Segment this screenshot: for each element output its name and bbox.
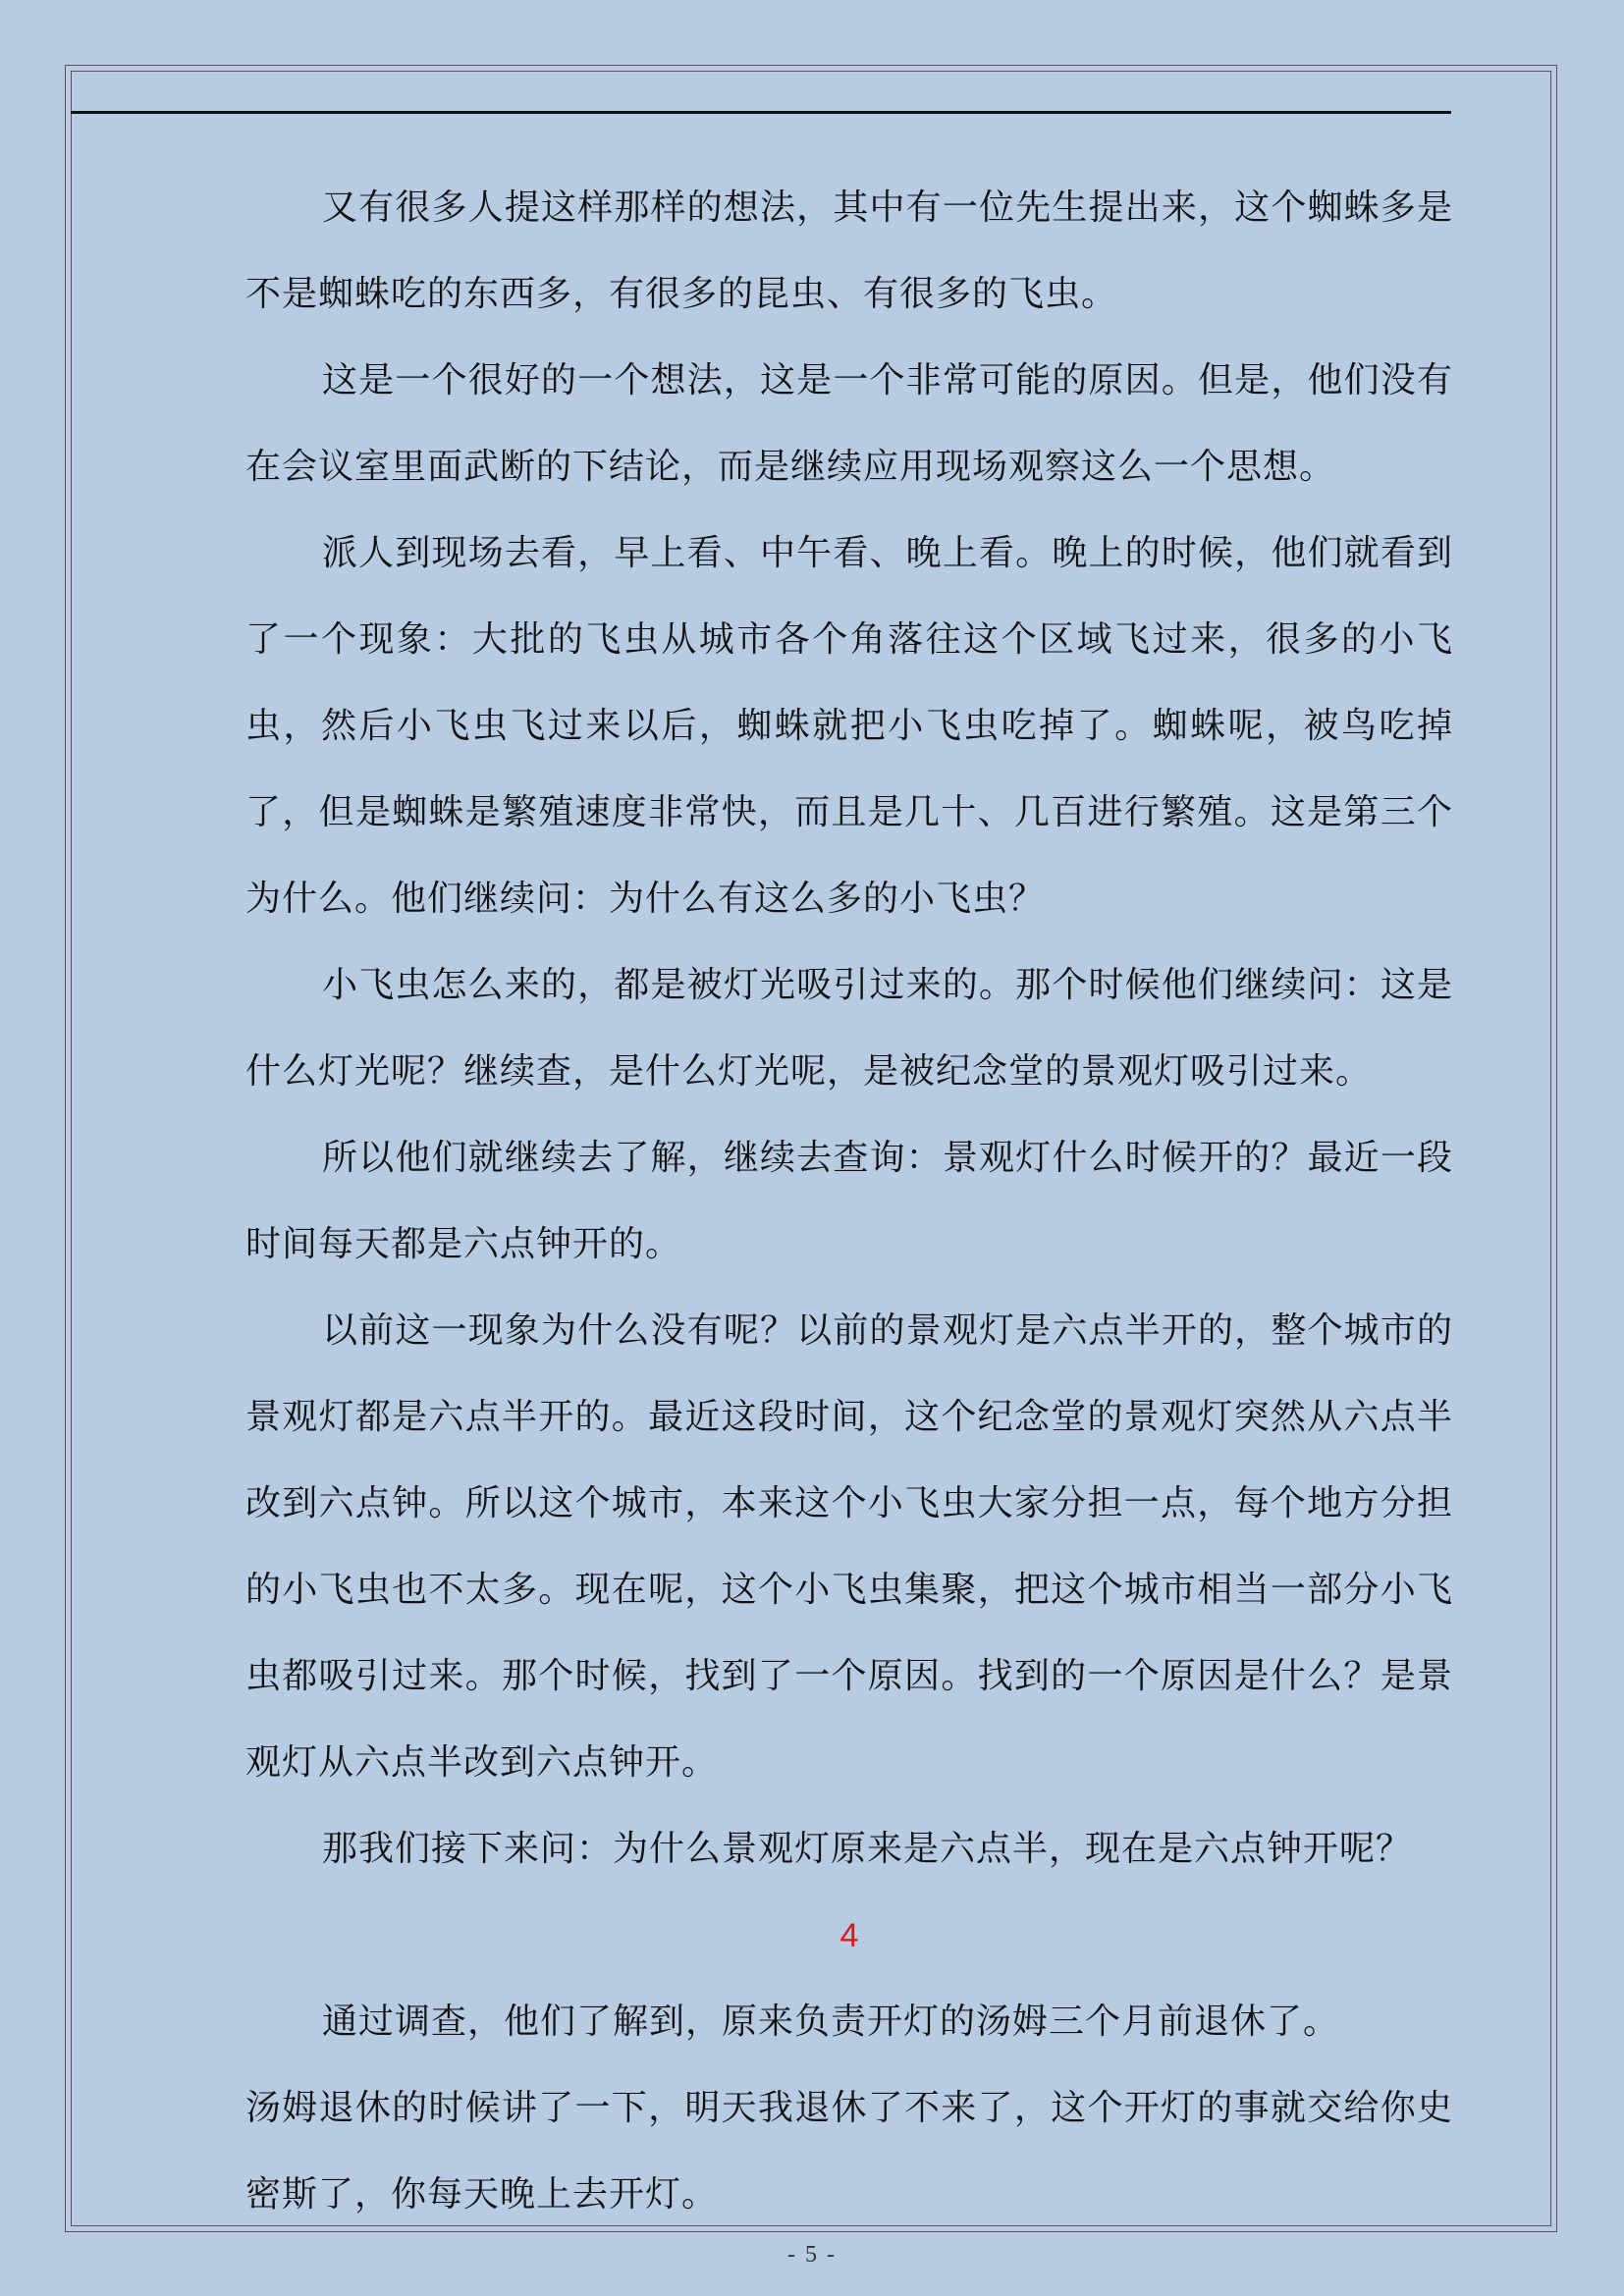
paragraph: 通过调查，他们了解到，原来负责开灯的汤姆三个月前退休了。 — [322, 2002, 1340, 2042]
paragraph: 又有很多人提这样那样的想法，其中有一位先生提出来，这个蜘蛛多是不是蜘蛛吃的东西多，有很多的昆虫、有很多的飞虫。 — [245, 187, 1453, 314]
header-rule — [71, 111, 1451, 114]
paragraph: 汤姆退休的时候讲了一下，明天我退休了不来了，这个开灯的事就交给你史密斯了，你每天晚上去开灯。 — [245, 2088, 1453, 2215]
page-number: - 5 - — [787, 2242, 837, 2268]
paragraph: 这是一个很好的一个想法，这是一个非常可能的原因。但是，他们没有在会议室里面武断的下结论，而是继续应用现场观察这么一个思想。 — [245, 360, 1453, 487]
paragraph: 那我们接下来问：为什么景观灯原来是六点半，现在是六点钟开呢？ — [322, 1829, 1413, 1869]
paragraph: 小飞虫怎么来的，都是被灯光吸引过来的。那个时候他们继续问：这是什么灯光呢？继续查，是什么灯光呢，是被纪念堂的景观灯吸引过来。 — [245, 965, 1453, 1092]
paragraph: 所以他们就继续去了解，继续去查询：景观灯什么时候开的？最近一段时间每天都是六点钟开的。 — [245, 1138, 1453, 1264]
paragraph: 以前这一现象为什么没有呢？以前的景观灯是六点半开的，整个城市的景观灯都是六点半开的。最近这段时间，这个纪念堂的景观灯突然从六点半改到六点钟。所以这个城市，本来这个小飞虫大家分担一点，每个地方分担的小飞虫也不太多。现在呢，这个小飞虫集聚，把这个城市相当一部分小飞虫都吸引过来。那个时候，找到了一个原因。找到的一个原因是什么？是景观灯从六点半改到六点钟开。 — [245, 1310, 1453, 1783]
paragraph: 派人到现场去看，早上看、中午看、晚上看。晚上的时候，他们就看到了一个现象：大批的飞虫从城市各个角落往这个区域飞过来，很多的小飞虫，然后小飞虫飞过来以后，蜘蛛就把小飞虫吃掉了。蜘蛛呢，被鸟吃掉了，但是蜘蛛是繁殖速度非常快，而且是几十、几百进行繁殖。这是第三个为什么。他们继续问：为什么有这么多的小飞虫？ — [245, 533, 1453, 919]
document-body — [245, 165, 1453, 2238]
section-marker: 4 — [839, 1917, 859, 1954]
